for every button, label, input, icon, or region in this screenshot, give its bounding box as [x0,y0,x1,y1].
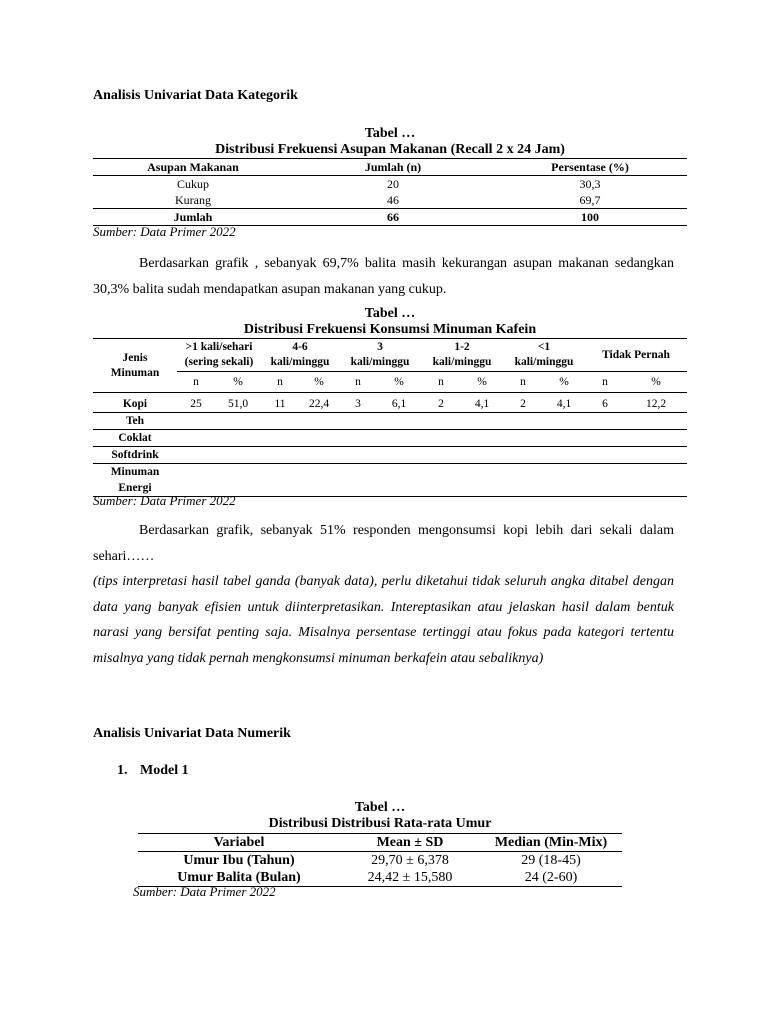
table-cell [261,447,299,464]
table-cell [299,430,339,447]
table-cell [377,413,421,430]
subheader-n: n [339,372,377,393]
row-label: Minuman Energi [93,464,177,497]
table-cell [177,447,215,464]
table-cell: 12,2 [625,393,687,413]
header-line: (sering sekali) [184,356,254,368]
table-cell [503,447,543,464]
row-label: Kopi [93,393,177,413]
table-cell [261,464,299,497]
table-cell [177,430,215,447]
header-line: kali/minggu [432,356,492,368]
table3-header: Median (Min-Mix) [480,834,622,852]
table-cell [339,447,377,464]
table2-label: Tabel … [364,306,416,321]
table-cell: 25 [177,393,215,413]
table-cell [543,464,585,497]
table-cell: Cukup [176,177,209,191]
table-cell [421,413,461,430]
table-cell [625,430,687,447]
table-cell: 3 [339,393,377,413]
table-cell [625,413,687,430]
table2-header-group [585,339,687,372]
table2-header-group [261,339,339,372]
table-cell [421,464,461,497]
table3-caption [138,800,622,832]
table-cell [177,413,215,430]
table1-header: Jumlah (n) [293,159,493,176]
table-cell [377,464,421,497]
table-cell: 69,7 [579,193,601,207]
table-cell [461,413,503,430]
table-cell: 24 (2-60) [480,869,622,887]
header-line: kali/minggu [350,356,410,368]
table-cell: 30,3 [579,177,601,191]
table-cell [625,447,687,464]
row-label: Coklat [93,430,177,447]
subheader-n: n [177,372,215,393]
table-cell [299,413,339,430]
table-cell: 29 (18-45) [521,853,581,868]
table-cell [543,413,585,430]
table-cell: Umur Balita (Bulan) [138,869,340,887]
table-cell: 4,1 [461,393,503,413]
table-row [93,447,687,464]
header-line: kali/minggu [270,356,330,368]
table-cell [261,430,299,447]
table-cell: 4,1 [543,393,585,413]
table2-caption [93,306,687,338]
section-heading-numeric: Analisis Univariat Data Numerik [93,726,291,741]
table-cell: 11 [261,393,299,413]
model-label: Model 1 [140,763,189,778]
table-row [93,430,687,447]
paragraph-caffeine [93,518,674,570]
header-line: kali/minggu [514,356,574,368]
table-cell [421,430,461,447]
header-line: >1 kali/sehari [185,341,253,353]
table-cell: 24,42 ± 15,580 [340,869,480,887]
table-cell: 29,70 ± 6,378 [371,853,449,868]
table-cell: 20 [387,177,399,191]
table-cell [585,430,625,447]
table-cell [339,464,377,497]
table-cell: 2 [503,393,543,413]
table3-age [138,833,622,887]
subheader-n: n [261,372,299,393]
table-cell [625,464,687,497]
table3-label: Tabel … [354,800,406,815]
model-number: 1. [117,763,128,778]
table3-header-row [138,834,622,852]
header-line: 1-2 [454,341,470,353]
subheader-pct: % [215,372,261,393]
table-cell [377,430,421,447]
table-cell: 6 [585,393,625,413]
table-cell [339,430,377,447]
subheader-pct: % [461,372,503,393]
subheader-pct: % [625,372,687,393]
table-cell [461,464,503,497]
table-cell: 46 [387,193,399,207]
table-cell [215,447,261,464]
table3-title: Distribusi Distribusi Rata-rata Umur [268,816,492,831]
section-heading-categorical: Analisis Univariat Data Kategorik [93,88,298,103]
table1-header: Persentase (%) [493,159,687,176]
subheader-pct: % [377,372,421,393]
table-cell [461,447,503,464]
table-row [93,464,687,497]
table-total-row [93,209,687,226]
table1-header: Asupan Makanan [93,159,293,176]
table-row [93,413,687,430]
table1-label: Tabel … [364,126,416,141]
table-cell [503,413,543,430]
table-cell [299,464,339,497]
subheader-pct: % [299,372,339,393]
table2-subheader-row [93,372,687,393]
table2-title: Distribusi Frekuensi Konsumsi Minuman Kafein [243,322,537,337]
header-line: Minuman [110,366,160,379]
table-cell [215,464,261,497]
subheader-n: n [585,372,625,393]
header-line: 3 [377,341,383,353]
tips-note: (tips interpretasi hasil tabel ganda (banyak data), perlu diketahui tidak seluruh angka ditabel dengan data yang banyak efisien untuk diinterpretasikan. Intereptasikan atau jelaskan hasil dalam bentuk narasi yang bersifat penting saja. Misalnya persentase tertinggi atau fokus pada kategori tertentu misalnya yang tidak pernah mengkonsumsi minuman berkafein atau sebaliknya) [93,574,674,666]
table-cell [543,430,585,447]
table2-header-group [339,339,421,372]
table-cell: Jumlah [93,209,293,226]
subheader-n: n [503,372,543,393]
paragraph-text: Berdasarkan grafik , sebanyak 69,7% balita masih kekurangan asupan makanan sedangkan 30,3% balita sudah mendapatkan asupan makanan yang cukup. [93,256,674,297]
header-line: 4-6 [292,341,308,353]
table-cell [215,430,261,447]
table-cell [421,447,461,464]
table-row [93,393,687,413]
table2-header-group [503,339,585,372]
table-cell [339,413,377,430]
table2-header-row [93,339,687,372]
table-cell: Umur Ibu (Tahun) [183,853,295,868]
table2-header-group [177,339,261,372]
row-label: Teh [93,413,177,430]
table-cell [585,447,625,464]
table-cell [543,447,585,464]
table-row [138,852,622,870]
table-cell: 6,1 [377,393,421,413]
table-cell: 66 [293,209,493,226]
paragraph-text: Berdasarkan grafik, sebanyak 51% responden mengonsumsi kopi lebih dari sekali dalam sehari…… [93,523,674,564]
table-cell: 51,0 [215,393,261,413]
table-cell [299,447,339,464]
table-cell [503,430,543,447]
table1-header-row [93,159,687,176]
table-row [93,192,687,209]
table1-title: Distribusi Frekuensi Asupan Makanan (Recall 2 x 24 Jam) [215,142,565,157]
table-row [93,176,687,193]
row-label: Softdrink [93,447,177,464]
table2-caffeine [93,338,687,497]
table-cell [461,430,503,447]
table-cell: 2 [421,393,461,413]
table-cell [503,464,543,497]
table-cell [585,413,625,430]
subheader-pct: % [543,372,585,393]
table3-source: Sumber: Data Primer 2022 [133,884,276,899]
table1-caption [93,126,687,158]
table1-food-intake [93,158,687,226]
header-line: Jenis [122,351,148,364]
table-cell [261,413,299,430]
header-line: <1 [537,341,551,353]
table3-header: Variabel [138,834,340,852]
table-cell [585,464,625,497]
table-cell [215,413,261,430]
table3-header: Mean ± SD [340,834,480,852]
table1-source: Sumber: Data Primer 2022 [93,224,236,239]
table2-header-group [421,339,503,372]
header-line: Tidak Pernah [602,348,670,361]
subheader-n: n [421,372,461,393]
paragraph-food-intake [93,251,674,303]
table-cell [377,447,421,464]
table-cell: 100 [493,209,687,226]
table-cell: Kurang [175,193,211,207]
table2-header-jenis [93,339,177,393]
table-cell: 22,4 [299,393,339,413]
table2-source: Sumber: Data Primer 2022 [93,493,236,508]
table-cell [177,464,215,497]
